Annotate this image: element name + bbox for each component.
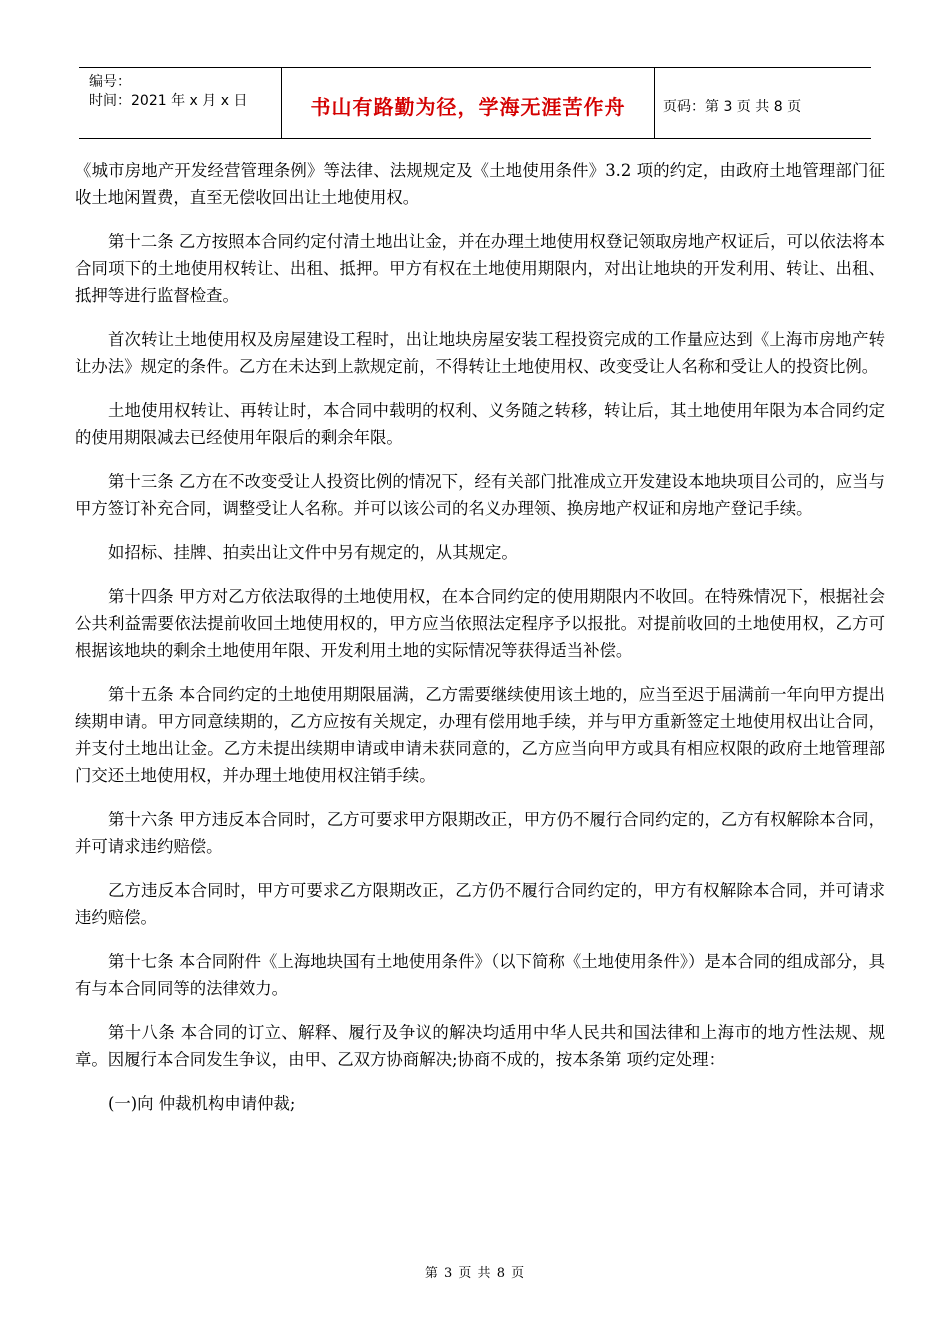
paragraph: 《城市房地产开发经营管理条例》等法律、法规规定及《土地使用条件》3.2 项的约定，由政府土地管理部门征收土地闲置费，直至无偿收回出让土地使用权。 bbox=[75, 161, 885, 207]
document-number-label: 编号： bbox=[89, 74, 131, 90]
header-page-info: 页码：第 3 页 共 8 页 bbox=[663, 99, 802, 115]
header-motto: 书山有路勤为径，学海无涯苦作舟 bbox=[282, 68, 655, 138]
document-date-label: 时间：2021 年 x 月 x 日 bbox=[89, 93, 248, 109]
paragraph: 第十七条 本合同附件《上海地块国有土地使用条件》（以下简称《土地使用条件》）是本合同的组成部分，具有与本合同同等的法律效力。 bbox=[75, 952, 885, 998]
paragraph: 第十三条 乙方在不改变受让人投资比例的情况下，经有关部门批准成立开发建设本地块项目公司的，应当与甲方签订补充合同，调整受让人名称。并可以该公司的名义办理领、换房地产权证和房地产登记手续。 bbox=[75, 472, 885, 518]
page-header bbox=[79, 67, 871, 139]
paragraph: 如招标、挂牌、拍卖出让文件中另有规定的，从其规定。 bbox=[108, 543, 518, 562]
header-meta-cell bbox=[79, 68, 282, 138]
page-footer: 第 3 页 共 8 页 bbox=[424, 1266, 526, 1281]
paragraph: 第十六条 甲方违反本合同时，乙方可要求甲方限期改正，甲方仍不履行合同约定的，乙方有权解除本合同，并可请求违约赔偿。 bbox=[75, 810, 885, 856]
paragraph: 第十二条 乙方按照本合同约定付清土地出让金，并在办理土地使用权登记领取房地产权证后，可以依法将本合同项下的土地使用权转让、出租、抵押。甲方有权在土地使用期限内，对出让地块的开发利用、转让、出租、抵押等进行监督检查。 bbox=[75, 232, 885, 305]
paragraph: 首次转让土地使用权及房屋建设工程时，出让地块房屋安装工程投资完成的工作量应达到《上海市房地产转让办法》规定的条件。乙方在未达到上款规定前，不得转让土地使用权、改变受让人名称和受让人的投资比例。 bbox=[75, 330, 885, 376]
paragraph: 乙方违反本合同时，甲方可要求乙方限期改正，乙方仍不履行合同约定的，甲方有权解除本合同，并可请求违约赔偿。 bbox=[75, 881, 885, 927]
paragraph: 土地使用权转让、再转让时，本合同中载明的权利、义务随之转移，转让后，其土地使用年限为本合同约定的使用期限减去已经使用年限后的剩余年限。 bbox=[75, 401, 885, 447]
paragraph: 第十八条 本合同的订立、解释、履行及争议的解决均适用中华人民共和国法律和上海市的地方性法规、规章。因履行本合同发生争议，由甲、乙双方协商解决;协商不成的，按本条第 项约定处理： bbox=[75, 1023, 885, 1069]
paragraph: 第十四条 甲方对乙方依法取得的土地使用权，在本合同约定的使用期限内不收回。在特殊情况下，根据社会公共利益需要依法提前收回土地使用权的，甲方应当依照法定程序予以报批。对提前收回的土地使用权，乙方可根据该地块的剩余土地使用年限、开发利用土地的实际情况等获得适当补偿。 bbox=[75, 587, 885, 660]
paragraph: 第十五条 本合同约定的土地使用期限届满，乙方需要继续使用该土地的，应当至迟于届满前一年向甲方提出续期申请。甲方同意续期的，乙方应按有关规定，办理有偿用地手续，并与甲方重新签定土地使用权出让合同，并支付土地出让金。乙方未提出续期申请或申请未获同意的，乙方应当向甲方或具有相应权限的政府土地管理部门交还土地使用权，并办理土地使用权注销手续。 bbox=[75, 685, 885, 785]
document-body bbox=[75, 157, 885, 1134]
paragraph: (一)向 仲裁机构申请仲裁; bbox=[108, 1094, 296, 1113]
